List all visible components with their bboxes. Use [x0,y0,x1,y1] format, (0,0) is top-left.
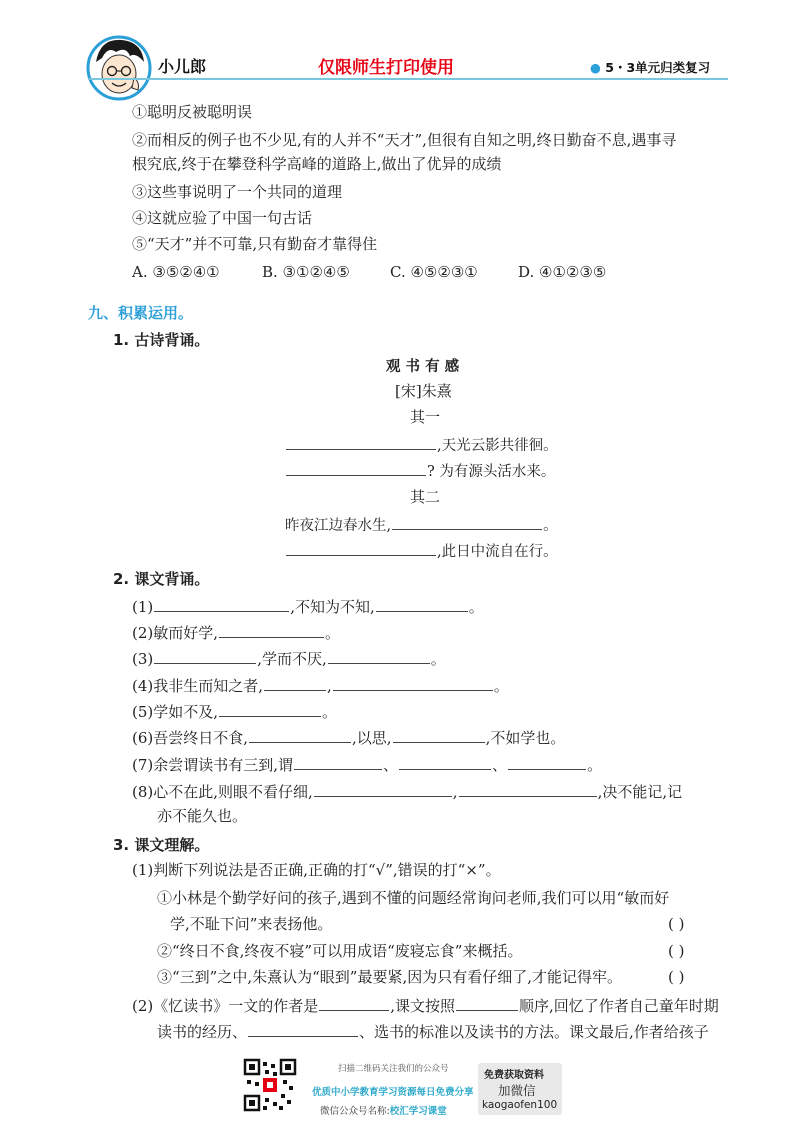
text: (5)学如不及, [132,703,219,721]
text: 、选书的标准以及读书的方法。课文最后,作者给孩子 [359,1023,709,1041]
wechat-id: kaogaofen100 [482,1099,558,1111]
text: , [452,783,458,801]
qr-code[interactable] [243,1058,297,1112]
answer-blank[interactable] [399,754,491,770]
judge-statement-1-cont: 学,不耻下问”来表扬他。 [170,915,333,933]
answer-blank[interactable] [219,622,324,638]
sentence-item: ①聪明反被聪明误 [132,103,253,121]
answer-blank[interactable] [459,781,597,797]
option-b[interactable]: B. ③①②④⑤ [262,263,350,281]
wechat-box[interactable] [478,1063,562,1115]
sentence-item: ⑤“天才”并不可靠,只有勤奋才靠得住 [132,235,378,253]
text: , [327,677,332,695]
poem-text: 。 [543,518,558,534]
section-title: 九、积累运用。 [88,304,194,322]
sentence-item: ②而相反的例子也不少见,有的人并不“天才”,但很有自知之明,终日勤奋不息,遇事寻 [132,131,677,149]
poem-text: ? 为有源头活水来。 [427,464,556,480]
recite-line-8 [132,781,682,802]
option-d[interactable]: D. ④①②③⑤ [518,263,607,281]
subsection-title: 2. 课文背诵。 [113,570,210,588]
wechat-box-subtitle: 加微信 [498,1083,536,1098]
poem-part-2: 其二 [410,488,441,506]
recite-line-4 [132,675,509,696]
poem-title: 观 书 有 感 [386,359,460,375]
footer-account-name: 校汇学习课堂 [389,1106,447,1117]
poem-text: 昨夜江边春水生, [285,518,392,534]
poem-line [285,514,558,536]
dot-icon: ● [590,60,601,75]
text: 顺序,回忆了作者自己童年时期 [519,997,719,1015]
poem-text: ,天光云影共徘徊。 [437,438,558,454]
poem-line [285,434,558,456]
subsection-title: 3. 课文理解。 [113,836,210,854]
answer-blank[interactable] [248,1021,358,1037]
wechat-box-title: 免费获取资料 [484,1070,544,1081]
text: 。 [587,756,603,774]
judge-answer-box-3[interactable]: ( ) [668,968,685,986]
poem-text: ,此日中流自在行。 [437,544,558,560]
q2-line-2 [157,1021,709,1042]
text: 。 [493,677,509,695]
recite-line-7 [132,754,602,775]
judge-instructions: (1)判断下列说法是否正确,正确的打“√”,错误的打“×”。 [132,861,501,879]
text: ,学而不厌, [257,650,327,668]
text: 读书的经历、 [157,1023,248,1041]
answer-blank[interactable] [314,781,452,797]
poem-line [285,460,555,482]
text: (4)我非生而知之者, [132,677,264,695]
text: (3) [132,650,154,668]
text: 、 [383,756,399,774]
recite-line-2 [132,622,340,643]
text: ,以思, [352,729,392,747]
poem-part-1: 其一 [410,408,441,426]
text: (1) [132,598,154,616]
recite-line-8-cont: 亦不能久也。 [157,807,248,825]
subsection-title: 1. 古诗背诵。 [113,331,210,349]
answer-blank[interactable] [294,754,382,770]
text: ,不如学也。 [485,729,566,747]
sentence-item: ③这些事说明了一个共同的道理 [132,183,343,201]
text: ,课文按照 [390,997,456,1015]
poem-author: [宋]朱熹 [395,382,452,400]
text: 。 [468,598,484,616]
footer-scan-text: 扫描二维码关注我们的公众号 [338,1064,449,1074]
answer-blank[interactable] [508,754,586,770]
judge-statement-1: ①小林是个勤学好问的孩子,遇到不懂的问题经常询问老师,我们可以用“敏而好 [157,889,670,907]
answer-blank[interactable] [393,727,485,743]
answer-blank[interactable] [376,596,468,612]
answer-blank[interactable] [219,701,321,717]
text: ,决不能记,记 [597,783,683,801]
mascot-logo [86,32,152,104]
answer-blank[interactable] [249,727,351,743]
answer-blank[interactable] [328,648,430,664]
header-divider [88,78,728,80]
answer-blank[interactable] [319,995,389,1011]
recite-line-6 [132,727,565,748]
answer-blank[interactable] [286,540,436,556]
unit-review-label [590,58,710,76]
unit-label: 5・3单元归类复习 [605,60,711,75]
answer-blank[interactable] [286,434,436,450]
answer-blank[interactable] [456,995,518,1011]
recite-line-3 [132,648,446,669]
text: 。 [430,650,446,668]
text: (2)《忆读书》一文的作者是 [132,997,319,1015]
text: (2)敏而好学, [132,624,219,642]
text: 。 [325,624,341,642]
answer-blank[interactable] [264,675,326,691]
poem-line [285,540,558,562]
judge-statement-2: ②“终日不食,终夜不寝”可以用成语“废寝忘食”来概括。 [157,942,523,960]
print-notice: 仅限师生打印使用 [318,58,454,78]
text: (6)吾尝终日不食, [132,729,249,747]
text: (7)余尝谓读书有三到,谓 [132,756,294,774]
text: 。 [322,703,338,721]
answer-blank[interactable] [154,596,289,612]
answer-blank[interactable] [392,514,542,530]
footer-share-text: 优质中小学教育学习资源每日免费分享 [312,1087,474,1098]
footer-account-label: 微信公众号名称: [320,1106,390,1117]
recite-line-5 [132,701,337,722]
q2-line-1 [132,995,719,1016]
judge-answer-box-2[interactable]: ( ) [668,942,685,960]
brand-name: 小儿郎 [158,57,207,76]
sentence-item: ④这就应验了中国一句古话 [132,209,313,227]
recite-line-1 [132,596,484,617]
judge-answer-box-1[interactable]: ( ) [668,915,685,933]
answer-blank[interactable] [286,460,426,476]
option-a[interactable]: A. ③⑤②④① [132,263,220,281]
option-c[interactable]: C. ④⑤②③① [390,263,478,281]
text: (8)心不在此,则眼不看仔细, [132,783,313,801]
footer-account [320,1103,447,1117]
answer-blank[interactable] [154,648,256,664]
sentence-item: 根究底,终于在攀登科学高峰的道路上,做出了优异的成绩 [132,155,502,173]
text: 、 [492,756,508,774]
judge-statement-3: ③“三到”之中,朱熹认为“眼到”最要紧,因为只有看仔细了,才能记得牢。 [157,968,622,986]
text: ,不知为不知, [290,598,375,616]
answer-blank[interactable] [333,675,493,691]
